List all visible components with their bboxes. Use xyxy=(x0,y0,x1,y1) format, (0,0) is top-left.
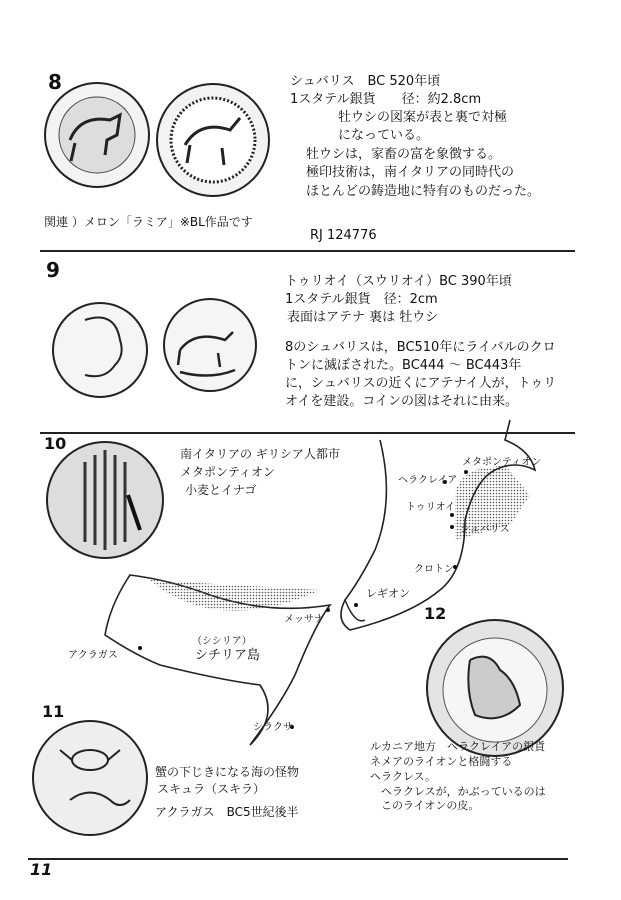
section-11-line: 蟹の下じきになる海の怪物 xyxy=(155,765,300,779)
coin-10-wheat xyxy=(47,442,163,558)
catalog-code: RJ 124776 xyxy=(310,228,377,243)
map-label-sicilia-alt: （シシリア） xyxy=(192,636,252,647)
section-12-line: ネメアのライオンと格闘する xyxy=(370,755,513,768)
map-label-sicilia: シチリア島 xyxy=(195,648,261,663)
coin-12-herakles xyxy=(427,620,563,756)
section-9-number: 9 xyxy=(46,258,60,282)
section-8-line: になっている。 xyxy=(338,128,430,143)
section-8-line: 牡ウシは，家畜の富を象徴する。 xyxy=(306,147,502,162)
section-9-para: 8のシュバリスは，BC510年にライバルのクロ xyxy=(285,340,556,355)
section-12-line: このライオンの皮。 xyxy=(370,799,480,812)
map-label-akragas: アクラガス xyxy=(68,650,118,661)
section-12-line: ルカニア地方 ヘラクレイアの銀貨 xyxy=(370,740,546,753)
coin-9-athena xyxy=(53,303,147,397)
page-number: 11 xyxy=(30,860,53,879)
coin-11-crab xyxy=(33,721,147,835)
map-label-sybaris: シュバリス xyxy=(460,524,510,535)
divider xyxy=(40,432,575,434)
map-label-herakleia: ヘラクレイア xyxy=(398,475,458,486)
section-9-line: トゥリオイ（スウリオイ）BC 390年頃 xyxy=(285,274,512,289)
section-8-line: 1スタテル銀貨 径：約2.8cm xyxy=(290,92,482,107)
section-12-line: ヘラクレスが，かぶっているのは xyxy=(370,785,546,798)
map-label-messana: メッサナ xyxy=(284,614,324,625)
map-label-thurioi: トゥリオイ xyxy=(406,502,456,513)
section-12-line: ヘラクレス。 xyxy=(370,770,436,783)
divider xyxy=(40,250,575,252)
map-label-kroton: クロトン xyxy=(414,564,454,575)
section-9-para: に，シュバリスの近くにアテナイ人が，トゥリ xyxy=(285,376,557,391)
section-9-line: 1スタテル銀貨 径：2cm xyxy=(285,292,438,307)
section-11-line: スキュラ（スキラ） xyxy=(157,782,266,796)
map-label-rhegion: レギオン xyxy=(366,587,410,600)
section-8-number: 8 xyxy=(48,70,62,94)
section-9-line: 表面はアテナ 裏は 牡ウシ xyxy=(287,310,439,325)
section-8-line: ほとんどの鋳造地に特有のものだった。 xyxy=(306,184,541,199)
map-label-metapontion: メタポンティオン xyxy=(462,457,542,468)
section-10-line: メタポンティオン xyxy=(180,465,276,479)
section-9-para: トンに滅ぼされた。BC444 ～ BC443年 xyxy=(285,358,522,373)
related-note: 関連 ）メロン「ラミア」※BL作品です xyxy=(44,215,253,229)
section-9-para: オイを建設。コインの図はそれに由来。 xyxy=(285,394,518,409)
section-10-number: 10 xyxy=(44,434,67,453)
section-11-line: アクラガス BC5世紀後半 xyxy=(155,805,299,819)
section-10-line: 小麦とイナゴ xyxy=(185,483,257,497)
footer-rule xyxy=(28,858,568,860)
coin-8-obverse xyxy=(45,83,149,187)
map-label-syracusa: シラクサ xyxy=(253,722,293,733)
section-11-number: 11 xyxy=(42,702,65,721)
section-12-number: 12 xyxy=(424,604,447,623)
section-8-line: 極印技術は，南イタリアの同時代の xyxy=(306,165,515,180)
coin-9-bull xyxy=(164,299,256,391)
section-10-line: 南イタリアの ギリシア人都市 xyxy=(180,447,340,461)
section-8-line: シュバリス BC 520年頃 xyxy=(290,74,441,89)
section-8-line: 牡ウシの図案が表と裏で対極 xyxy=(338,110,508,125)
coin-8-reverse xyxy=(157,84,269,196)
